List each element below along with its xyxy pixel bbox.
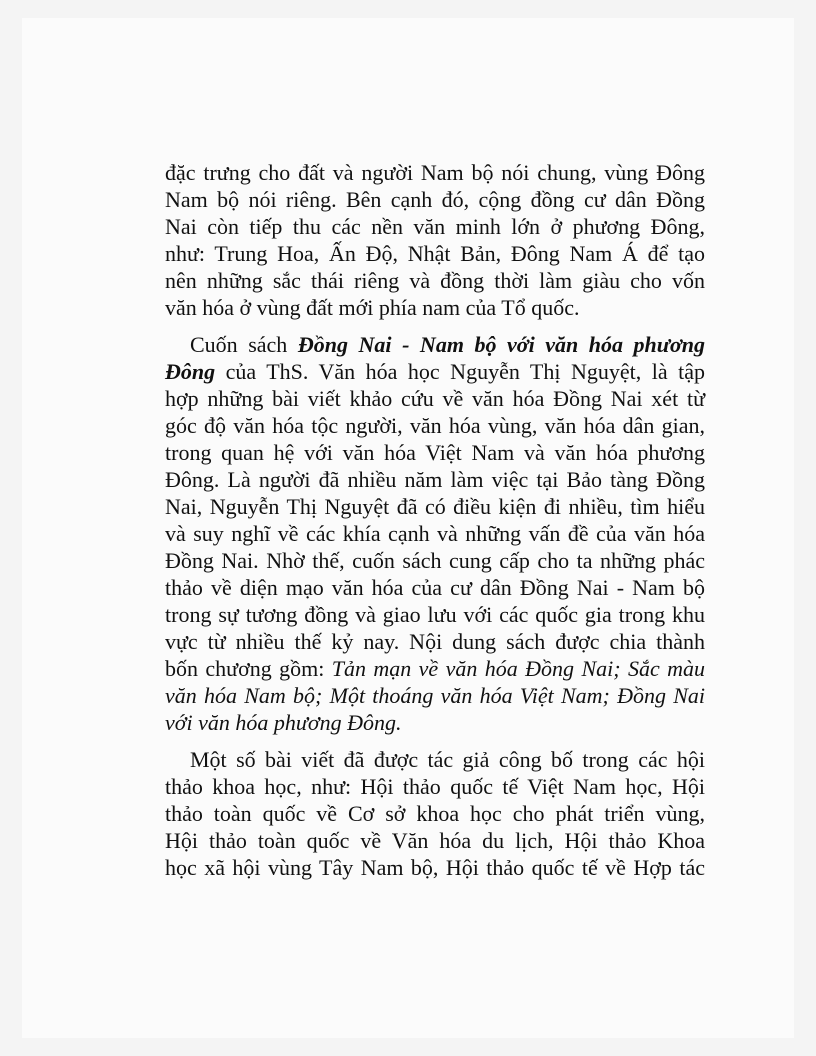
- text-line: [165, 682, 705, 709]
- text-line: [165, 186, 705, 213]
- text-line: [165, 412, 705, 439]
- text-line: [165, 159, 705, 186]
- text-line: [165, 520, 705, 547]
- text: hợp những bài viết khảo cứu về văn hóa Đồng Nai xét từ: [165, 386, 705, 411]
- text-line: [165, 493, 705, 520]
- text-line: [165, 358, 705, 385]
- text: và suy nghĩ về các khía cạnh và những vấn đề của văn hóa: [165, 521, 705, 546]
- text-line: [165, 331, 705, 358]
- text-line: [165, 574, 705, 601]
- book-title: Đông: [165, 359, 216, 384]
- text-line: [165, 439, 705, 466]
- text: trong quan hệ với văn hóa Việt Nam và văn hóa phương: [165, 440, 705, 465]
- text-line: [165, 746, 705, 773]
- text: đặc trưng cho đất và người Nam bộ nói chung, vùng Đông: [165, 160, 705, 185]
- text-line: [165, 213, 705, 240]
- chapter-titles: Tản mạn về văn hóa Đồng Nai; Sắc màu: [331, 656, 706, 681]
- text-line: [165, 827, 705, 854]
- text: như: Trung Hoa, Ấn Độ, Nhật Bản, Đông Nam Á để tạo: [165, 241, 705, 266]
- text: Nam bộ nói riêng. Bên cạnh đó, cộng đồng cư dân Đồng: [165, 187, 705, 212]
- text: Hội thảo toàn quốc về Văn hóa du lịch, Hội thảo Khoa: [165, 828, 705, 853]
- text-line: [165, 709, 705, 736]
- text: Đông. Là người đã nhiều năm làm việc tại Bảo tàng Đồng: [165, 467, 705, 492]
- chapter-titles: với văn hóa phương Đông.: [165, 710, 402, 735]
- text: nên những sắc thái riêng và đồng thời làm giàu cho vốn: [165, 268, 705, 293]
- text-line: [165, 294, 705, 321]
- book-page: [22, 18, 794, 1038]
- text: Một số bài viết đã được tác giả công bố trong các hội: [190, 747, 705, 772]
- text: thảo khoa học, như: Hội thảo quốc tế Việt Nam học, Hội: [165, 774, 705, 799]
- paragraph-3: [165, 746, 705, 881]
- text: văn hóa ở vùng đất mới phía nam của Tổ quốc.: [165, 295, 580, 320]
- text: bốn chương gồm:: [165, 656, 332, 681]
- text-line: [165, 628, 705, 655]
- chapter-titles: văn hóa Nam bộ; Một thoáng văn hóa Việt Nam; Đồng Nai: [165, 683, 705, 708]
- text-line: [165, 773, 705, 800]
- text: thảo về diện mạo văn hóa của cư dân Đồng Nai - Nam bộ: [165, 575, 705, 600]
- text-line: [165, 655, 705, 682]
- text: góc độ văn hóa tộc người, văn hóa vùng, văn hóa dân gian,: [165, 413, 705, 438]
- text: thảo toàn quốc về Cơ sở khoa học cho phát triển vùng,: [165, 801, 705, 826]
- text-line: [165, 601, 705, 628]
- text-line: [165, 547, 705, 574]
- book-title: Đồng Nai - Nam bộ với văn hóa phương: [297, 332, 706, 357]
- text-line: [165, 854, 705, 881]
- text-line: [165, 267, 705, 294]
- text: vực từ nhiều thế kỷ nay. Nội dung sách được chia thành: [165, 629, 705, 654]
- text: Cuốn sách: [190, 332, 298, 357]
- text-line: [165, 800, 705, 827]
- text: Nai còn tiếp thu các nền văn minh lớn ở phương Đông,: [165, 214, 705, 239]
- text-line: [165, 385, 705, 412]
- body-text: [165, 159, 705, 891]
- paragraph-2: [165, 331, 705, 736]
- text-line: [165, 466, 705, 493]
- text-line: [165, 240, 705, 267]
- text: của ThS. Văn hóa học Nguyễn Thị Nguyệt, là tập: [215, 359, 705, 384]
- text: Đồng Nai. Nhờ thế, cuốn sách cung cấp cho ta những phác: [165, 548, 705, 573]
- paragraph-1: [165, 159, 705, 321]
- text: học xã hội vùng Tây Nam bộ, Hội thảo quốc tế về Hợp tác: [165, 855, 705, 880]
- text: trong sự tương đồng và giao lưu với các quốc gia trong khu: [165, 602, 705, 627]
- text: Nai, Nguyễn Thị Nguyệt đã có điều kiện đi nhiều, tìm hiểu: [165, 494, 705, 519]
